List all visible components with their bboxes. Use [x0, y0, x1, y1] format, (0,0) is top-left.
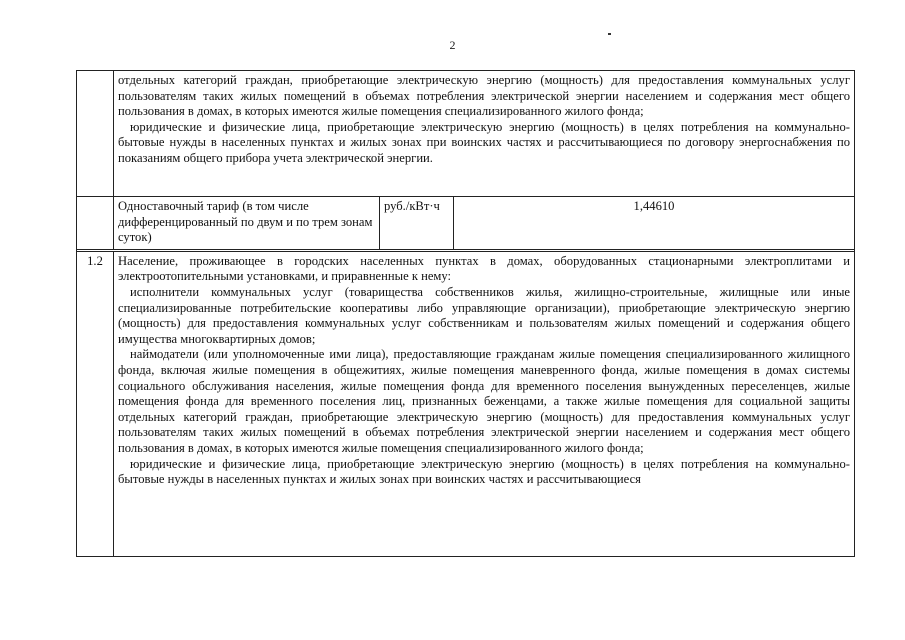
section-paragraph: юридические и физические лица, приобретающие электрическую энергию (мощность) в целях потребления на коммунально-бытовые нужды в населенных пунктах и жилых зонах при воинских частях и рассчитывающиеся [118, 456, 850, 487]
continuation-row [77, 71, 855, 197]
tariff-number-cell [77, 197, 114, 250]
continuation-paragraph: юридические и физические лица, приобретающие электрическую энергию (мощность) в целях потребления на коммунально-бытовые нужды в населенных пунктах и жилых зонах при воинских частях и рассчитывающиеся по договору энергоснабжения по показаниям общего прибора учета электрической энергии. [118, 119, 850, 165]
tariff-value: 1,44610 [454, 197, 855, 250]
continuation-number-cell [77, 71, 114, 197]
section-paragraph: Население, проживающее в городских населенных пунктах в домах, оборудованных стационарными электроплитами и электроотопительными установками, и приравненные к нему: [118, 253, 850, 284]
continuation-text-cell [114, 71, 855, 197]
section-row [77, 251, 855, 556]
tariff-unit: руб./кВт·ч [380, 197, 454, 250]
section-text-cell [114, 251, 855, 556]
section-paragraph: исполнители коммунальных услуг (товарищества собственников жилья, жилищно-строительные, жилищные или иные специализированные потребительские кооперативы либо управляющие организации), приобретающие электрическую энергию (мощность) для предоставления коммунальных услуг собственникам и пользователям жилых помещений и содержания общего имущества многоквартирных домов; [118, 284, 850, 346]
section-paragraph: наймодатели (или уполномоченные ими лица), предоставляющие гражданам жилые помещения специализированного жилищного фонда, включая жилые помещения в общежитиях, жилые помещения маневренного фонда, жилые помещения в домах системы социального обслуживания населения, жилые помещения фонда для временного поселения вынужденных переселенцев, жилые помещения фонда для временного поселения лиц, признанных беженцами, а также жилые помещения для социальной защиты отдельных категорий граждан, приобретающие электрическую энергию (мощность) для предоставления коммунальных услуг пользователям таких жилых помещений в объемах потребления электрической энергии населением и содержания мест общего пользования в домах, в которых имеются жилые помещения специализированного жилого фонда; [118, 347, 850, 455]
tariff-row [77, 197, 855, 250]
page-number: 2 [449, 38, 456, 52]
scan-speck [608, 33, 611, 35]
section-number: 1.2 [77, 251, 114, 556]
continuation-paragraph: отдельных категорий граждан, приобретающие электрическую энергию (мощность) для предоставления коммунальных услуг пользователям таких жилых помещений в объемах потребления электрической энергии населением и содержания мест общего пользования в домах, в которых имеются жилые помещения специализированного жилого фонда; [118, 73, 850, 119]
tariff-name: Одноставочный тариф (в том числе дифференцированный по двум и по трем зонам суток) [114, 197, 380, 250]
tariff-table [76, 70, 855, 557]
